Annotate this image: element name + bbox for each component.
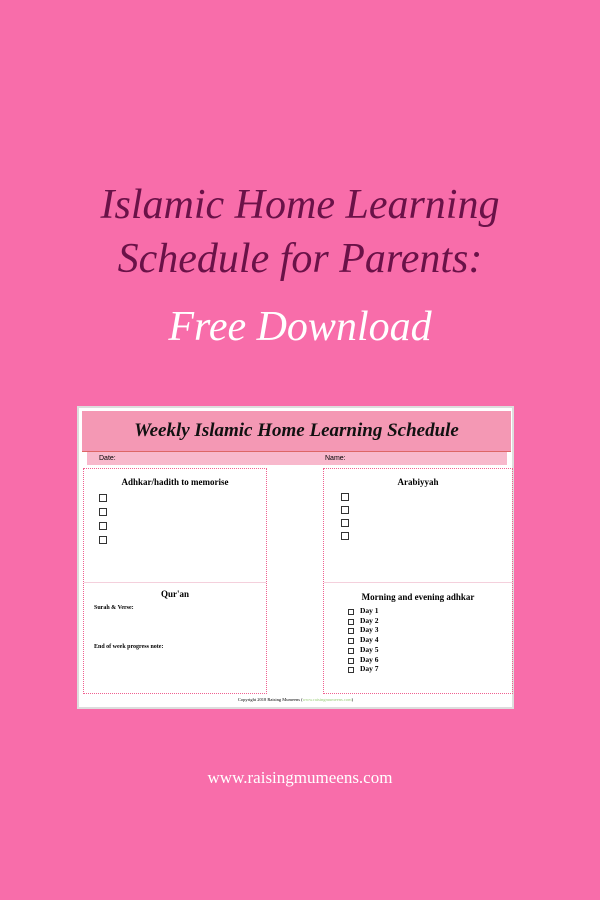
copyright-end: ) [351, 697, 354, 702]
checkbox-icon [348, 628, 354, 634]
checkbox-icon [341, 506, 349, 514]
checkbox-icon [341, 493, 349, 501]
title-line-1: Islamic Home Learning [100, 182, 500, 228]
checkbox-icon [99, 536, 107, 544]
quran-heading: Qur'an [160, 589, 189, 599]
day-item: Day 4 [360, 635, 379, 645]
footer-url[interactable]: www.raisingmumeens.com [207, 768, 393, 787]
day-item: Day 5 [360, 644, 379, 654]
divider [324, 582, 512, 583]
checkbox-icon [348, 619, 354, 625]
day-item: Day 3 [360, 625, 379, 635]
copyright [79, 697, 512, 702]
left-column [83, 468, 267, 694]
checkbox-icon [348, 638, 354, 644]
adhkar-heading: Adhkar/hadith to memorise [121, 477, 229, 487]
arabiyyah-heading: Arabiyyah [397, 477, 439, 487]
checkbox-icon [348, 658, 354, 664]
date-label: Date: [99, 455, 116, 462]
title-line-2: Schedule for Parents: [117, 236, 483, 282]
title-line-3: Free Download [168, 304, 432, 350]
morning-heading: Morning and evening adhkar [361, 592, 475, 602]
checkbox-icon [348, 648, 354, 654]
day-item: Day 1 [360, 606, 379, 615]
date-name-bar [87, 452, 507, 465]
checkbox-icon [99, 494, 107, 502]
checkbox-icon [341, 519, 349, 527]
checkbox-icon [348, 667, 354, 673]
divider [84, 582, 266, 583]
sheet-heading: Weekly Islamic Home Learning Schedule [82, 411, 511, 452]
progress-label: End of week progress note: [94, 644, 164, 650]
copyright-link[interactable]: www.raisingmumeens.com [302, 697, 352, 702]
checkbox-icon [99, 522, 107, 530]
day-item: Day 2 [360, 615, 379, 625]
right-column [323, 468, 513, 694]
day-item: Day 6 [360, 654, 379, 664]
checkbox-icon [348, 609, 354, 615]
copyright-text: Copyright 2018 Raising Mumeens ( [237, 697, 303, 702]
schedule-preview [77, 406, 514, 709]
surah-label: Surah & Verse: [94, 605, 134, 611]
checkbox-icon [341, 532, 349, 540]
name-label: Name: [325, 455, 346, 462]
day-item: Day 7 [360, 664, 379, 674]
checkbox-icon [99, 508, 107, 516]
